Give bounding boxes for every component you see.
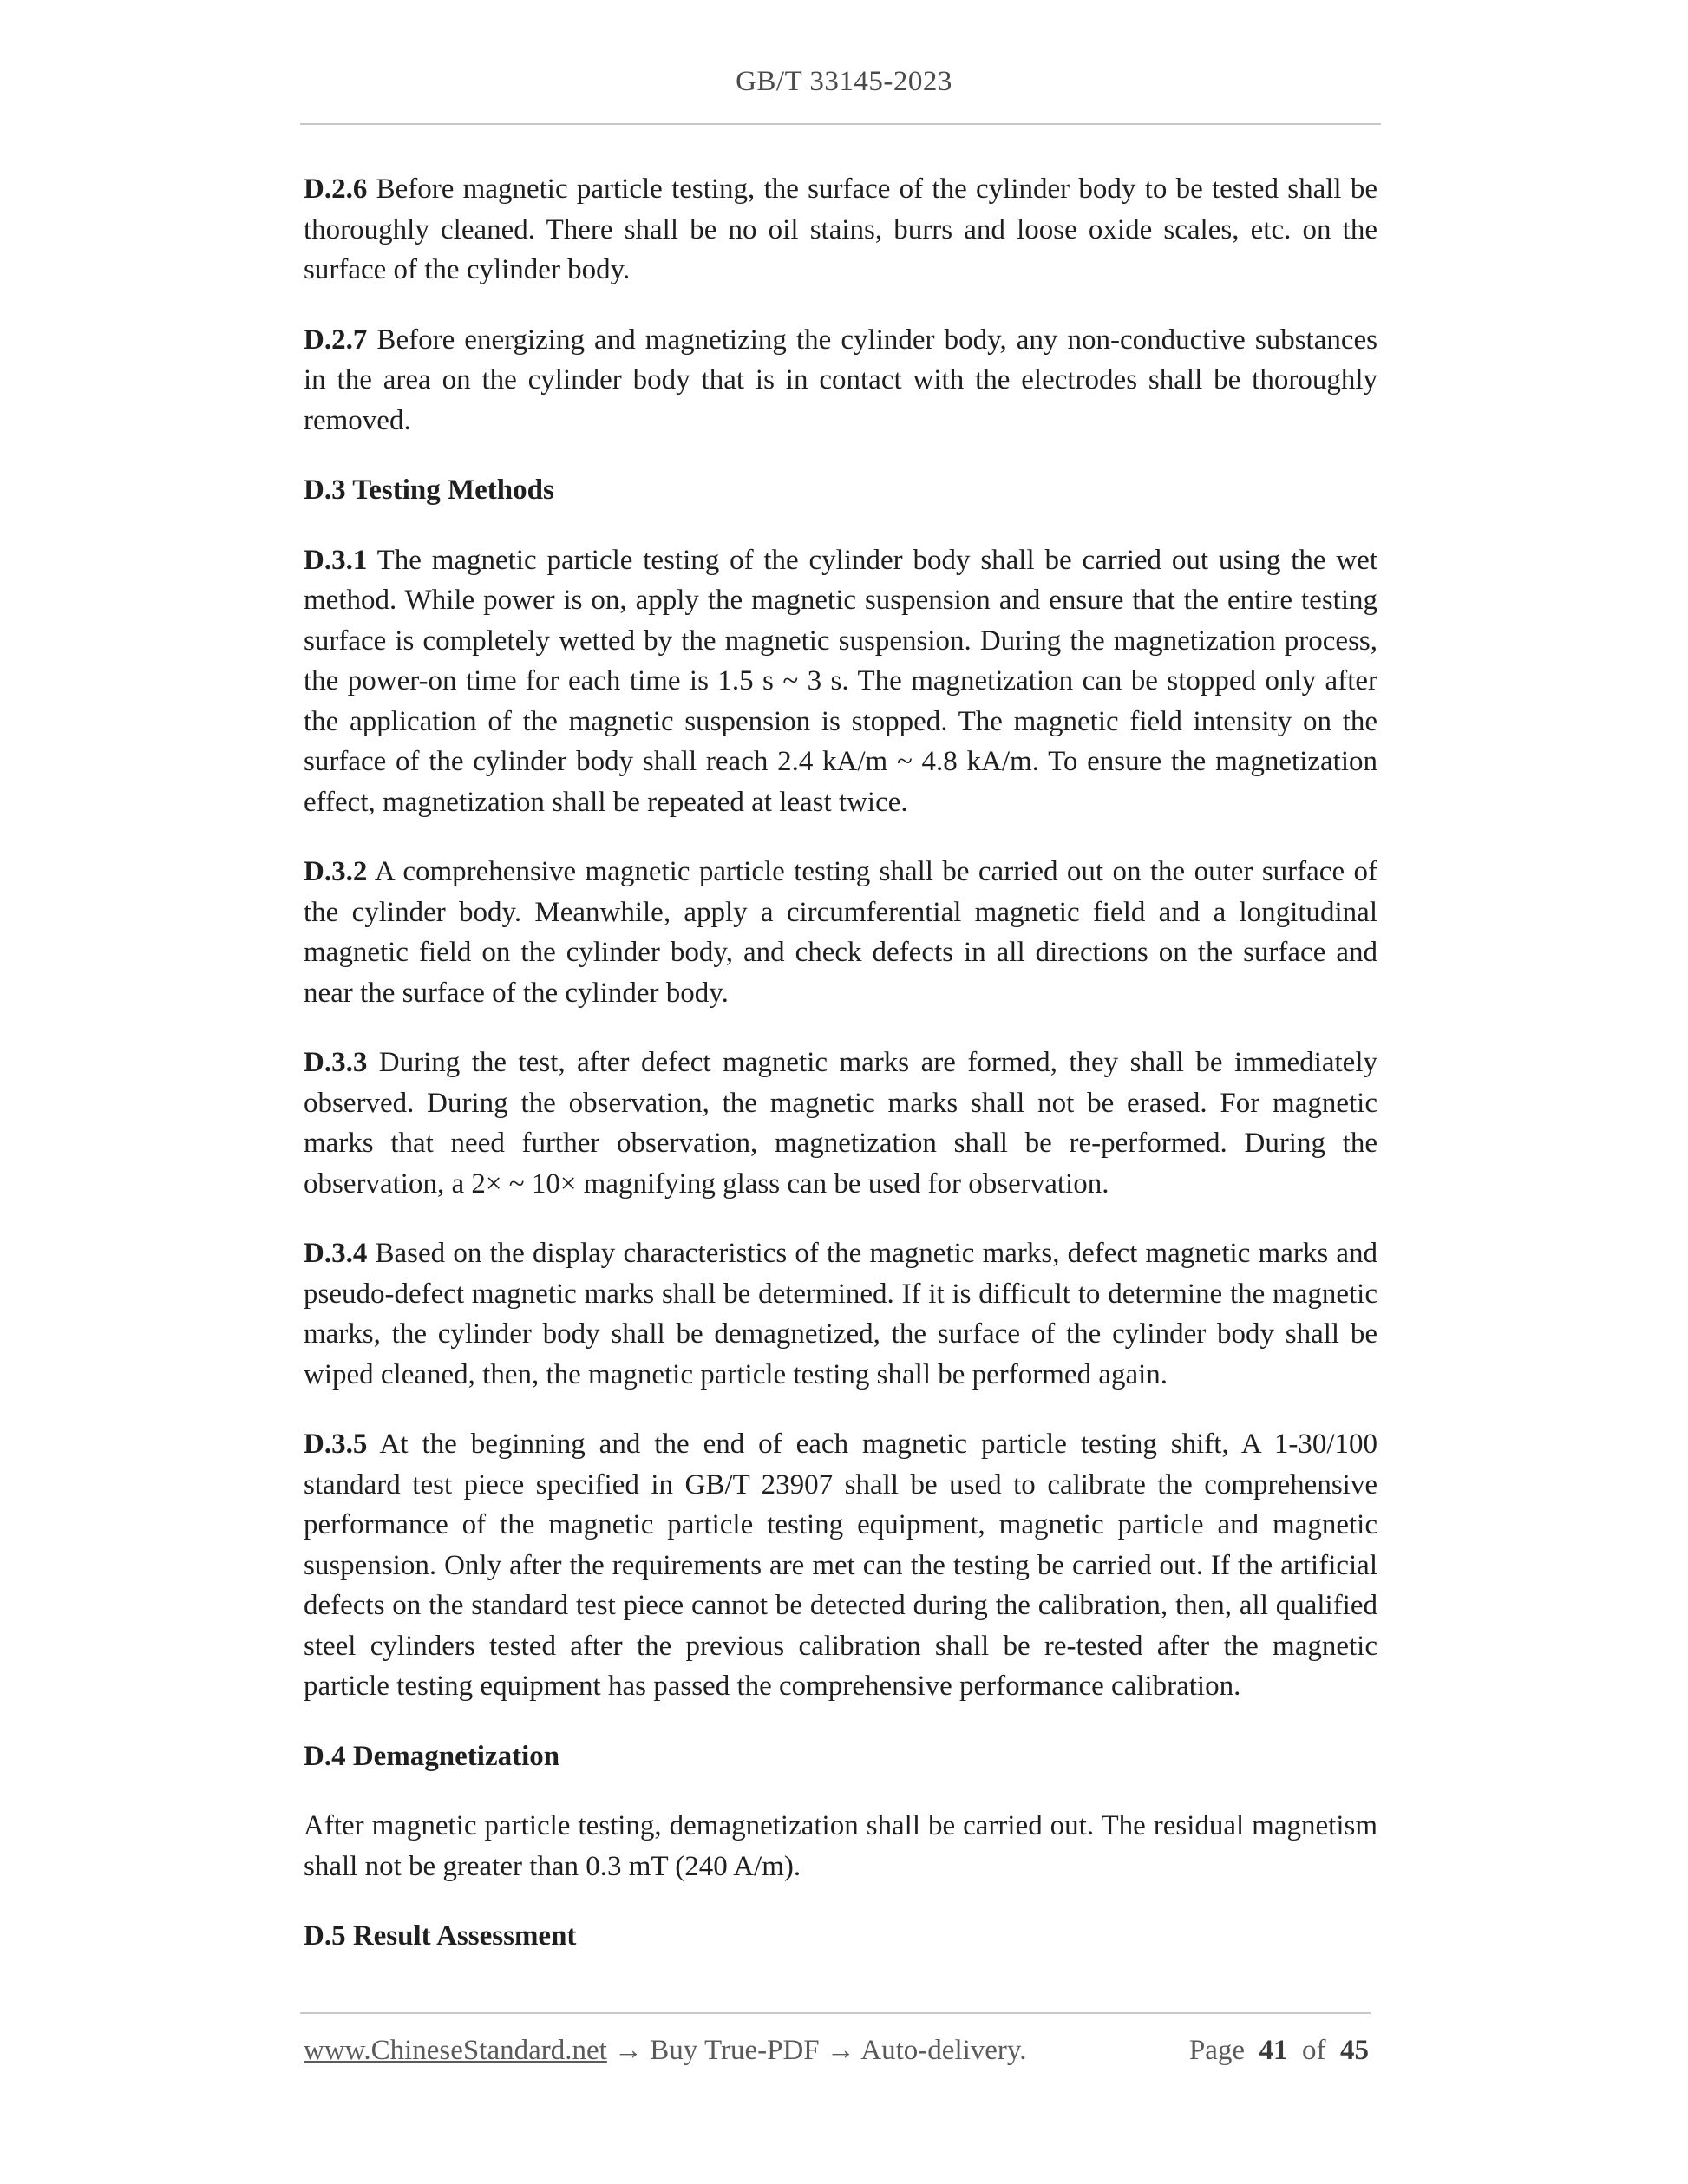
clause-text: A comprehensive magnetic particle testing shall be carried out on the outer surface of the cylinder body. Meanwhile, apply a circumferential magnetic field and a longitudinal magnetic field on the cylinder body, and check defects in all directions on the surface and near the surface of the cylinder body. [304, 856, 1377, 1009]
clause-number: D.3.1 [304, 544, 368, 576]
clause-d-3-2 [304, 852, 1377, 1013]
footer-tagline: → Buy True-PDF → Auto-delivery. [606, 2035, 1027, 2066]
clause-number: D.2.7 [304, 324, 368, 356]
clause-text: The magnetic particle testing of the cylinder body shall be carried out using the wet method. While power is on, apply the magnetic suspension and ensure that the entire testing surface is completely wetted by the magnetic suspension. During the magnetization process, the power-on time for each time is 1.5 s ~ 3 s. The magnetization can be stopped only after the application of the magnetic suspension is stopped. The magnetic field intensity on the surface of the cylinder body shall reach 2.4 kA/m ~ 4.8 kA/m. To ensure the magnetization effect, magnetization shall be repeated at least twice. [304, 544, 1377, 818]
section-heading-d-3: D.3 Testing Methods [304, 474, 554, 506]
total-pages: 45 [1340, 2035, 1369, 2066]
clause-d-3-5 [304, 1424, 1377, 1707]
section-heading-d-5: D.5 Result Assessment [304, 1920, 577, 1952]
clause-text: At the beginning and the end of each magnetic particle testing shift, A 1-30/100 standard test piece specified in GB/T 23907 shall be used to calibrate the comprehensive performance of the magnetic particle testing equipment, magnetic particle and magnetic suspension. Only after the requirements are met can the testing be carried out. If the artificial defects on the standard test piece cannot be detected during the calibration, then, all qualified steel cylinders tested after the previous calibration shall be re-tested after the magnetic particle testing equipment has passed the comprehensive performance calibration. [304, 1429, 1377, 1702]
header-divider [300, 123, 1381, 125]
clause-text: Before energizing and magnetizing the cylinder body, any non-conductive substances in the area on the cylinder body that is in contact with the electrodes shall be thoroughly removed. [304, 324, 1377, 436]
clause-number: D.3.2 [304, 856, 368, 887]
document-body [304, 169, 1377, 1986]
clause-d-3-3 [304, 1043, 1377, 1204]
clause-d-3-4 [304, 1233, 1377, 1395]
section-heading-d-4: D.4 Demagnetization [304, 1740, 560, 1772]
page-number: 41 [1259, 2035, 1288, 2066]
page-label: Page [1188, 2035, 1245, 2066]
website-link[interactable]: www.ChineseStandard.net [304, 2035, 607, 2066]
clause-d-2-7 [304, 320, 1377, 441]
clause-number: D.3.3 [304, 1047, 368, 1078]
clause-d-3-1 [304, 540, 1377, 823]
clause-d-2-6 [304, 169, 1377, 291]
document-code: GB/T 33145-2023 [736, 66, 952, 97]
page-indicator [1189, 2035, 1369, 2067]
clause-number: D.3.4 [304, 1238, 368, 1269]
clause-text: Before magnetic particle testing, the surface of the cylinder body to be tested shall be thoroughly cleaned. There shall be no oil stains, burrs and loose oxide scales, etc. on the surface of the cylinder body. [304, 173, 1377, 285]
clause-text: During the test, after defect magnetic marks are formed, they shall be immediately observed. During the observation, the magnetic marks shall not be erased. For magnetic marks that need further observation, magnetization shall be re-performed. During the observation, a 2× ~ 10× magnifying glass can be used for observation. [304, 1047, 1377, 1200]
footer-promo [304, 2035, 1027, 2067]
footer-divider [300, 2012, 1371, 2014]
clause-text: Based on the display characteristics of the magnetic marks, defect magnetic marks and pseudo-defect magnetic marks shall be determined. If it is difficult to determine the magnetic marks, the cylinder body shall be demagnetized, the surface of the cylinder body shall be wiped cleaned, then, the magnetic particle testing shall be performed again. [304, 1238, 1377, 1390]
page-footer [304, 2035, 1369, 2067]
of-label: of [1302, 2035, 1326, 2066]
clause-number: D.2.6 [304, 173, 368, 205]
clause-d-4-text: After magnetic particle testing, demagnetization shall be carried out. The residual magnetism shall not be greater than 0.3 mT (240 A/m). [304, 1810, 1377, 1882]
clause-number: D.3.5 [304, 1429, 368, 1460]
